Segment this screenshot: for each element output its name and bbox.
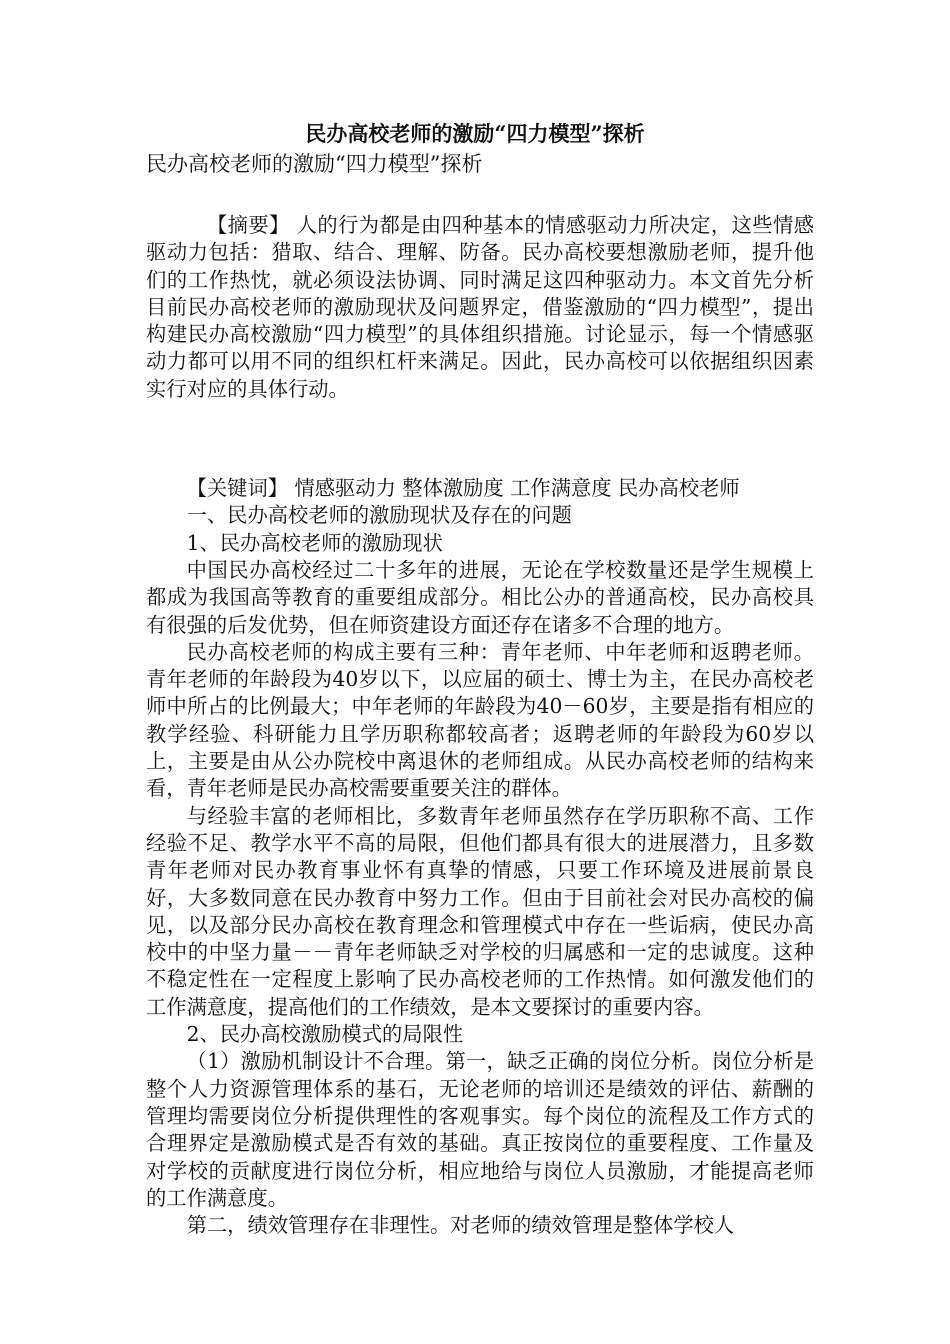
subsection-heading-1: 1、民办高校老师的激励现状 xyxy=(186,530,443,555)
section-heading-1: 一、民办高校老师的激励现状及存在的问题 xyxy=(186,503,572,528)
document-page xyxy=(146,118,814,1239)
body-paragraph-2: 民办高校老师的构成主要有三种：青年老师、中年老师和返聘老师。青年老师的年龄段为40岁以下，以应届的硕士、博士为主，在民办高校老师中所占的比例最大；中年老师的年龄段为40－60岁，主要是指有相应的教学经验、科研能力且学历职称都较高者；返聘老师的年龄段为60岁以上，主要是由从公办院校中离退休的老师组成。从民办高校老师的结构来看，青年老师是民办高校需要重要关注的群体。 xyxy=(146,639,814,801)
spacer xyxy=(146,403,814,475)
document-subtitle: 民办高校老师的激励“四力模型”探析 xyxy=(146,152,483,176)
body-paragraph-4: （1）激励机制设计不合理。第一，缺乏正确的岗位分析。岗位分析是整个人力资源管理体系的基石，无论老师的培训还是绩效的评估、薪酬的管理均需要岗位分析提供理性的客观事实。每个岗位的流程及工作方式的合理界定是激励模式是否有效的基础。真正按岗位的重要程度、工作量及对学校的贡献度进行岗位分析，相应地给与岗位人员激励，才能提高老师的工作满意度。 xyxy=(146,1049,814,1210)
body-paragraph-1: 中国民办高校经过二十多年的进展，无论在学校数量还是学生规模上都成为我国高等教育的重要组成部分。相比公办的普通高校，民办高校具有很强的后发优势，但在师资建设方面还存在诸多不合理的地方。 xyxy=(146,557,814,637)
abstract-paragraph: 【摘要】 人的行为都是由四种基本的情感驱动力所决定，这些情感驱动力包括：猎取、结合、理解、防备。民办高校要想激励老师，提升他们的工作热忱，就必须设法协调、同时满足这四种驱动力。本文首先分析目前民办高校老师的激励现状及问题界定，借鉴激励的“四力模型”，提出构建民办高校激励“四力模型”的具体组织措施。讨论显示，每一个情感驱动力都可以用不同的组织杠杆来满足。因此，民办高校可以依据组织因素实行对应的具体行动。 xyxy=(146,213,814,401)
keywords-paragraph: 【关键词】 情感驱动力 整体激励度 工作满意度 民办高校老师 xyxy=(186,476,740,501)
body-paragraph-3: 与经验丰富的老师相比，多数青年老师虽然存在学历职称不高、工作经验不足、教学水平不高的局限，但他们都具有很大的进展潜力，且多数青年老师对民办教育事业怀有真挚的情感，只要工作环境及进展前景良好，大多数同意在民办教育中努力工作。但由于目前社会对民办高校的偏见，以及部分民办高校在教育理念和管理模式中存在一些诟病，使民办高校中的中坚力量－－青年老师缺乏对学校的归属感和一定的忠诚度。这种不稳定性在一定程度上影响了民办高校老师的工作热情。如何激发他们的工作满意度，提高他们的工作绩效，是本文要探讨的重要内容。 xyxy=(146,803,814,1019)
document-title: 民办高校老师的激励“四力模型”探析 xyxy=(305,121,645,146)
subsection-heading-2: 2、民办高校激励模式的局限性 xyxy=(186,1022,464,1047)
body-paragraph-5: 第二，绩效管理存在非理性。对老师的绩效管理是整体学校人 xyxy=(186,1213,735,1238)
